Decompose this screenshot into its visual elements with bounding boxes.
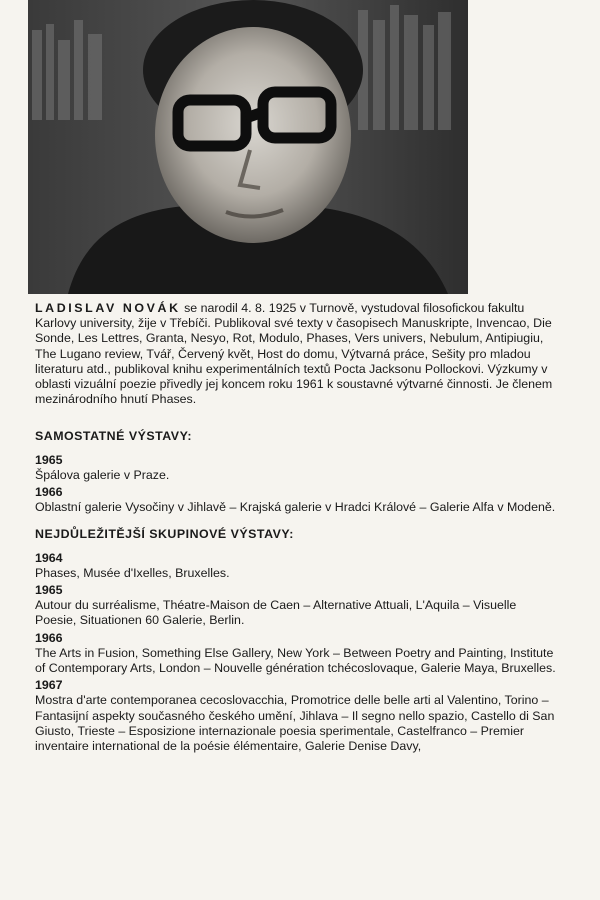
exhibition-year: 1966 xyxy=(35,630,63,645)
exhibition-text: The Arts in Fusion, Something Else Gallery, New York – Between Poetry and Painting, Institute of Contemporary Arts, London – Nouvelle génération tchécoslovaque, Galerie Maya, Bruxelles. xyxy=(35,645,556,676)
portrait-icon xyxy=(28,0,468,294)
portrait-photo xyxy=(28,0,468,294)
exhibition-entry xyxy=(35,485,557,515)
exhibition-year: 1966 xyxy=(35,485,63,500)
exhibition-entry xyxy=(35,583,557,629)
artist-name: LADISLAV NOVÁK xyxy=(35,301,181,315)
exhibition-text: Autour du surréalisme, Théatre-Maison de Caen – Alternative Attuali, L'Aquila – Visuelle Poesie, Situationen 60 Galerie, Berlin. xyxy=(35,598,517,628)
text-column xyxy=(35,301,557,766)
exhibition-entry xyxy=(35,551,557,581)
exhibition-entry xyxy=(35,453,557,483)
biography-text: se narodil 4. 8. 1925 v Turnově, vystudoval filosofickou fakultu Karlovy university, žije v Třebíči. Publikoval své texty v časopisech Manuskripte, Invencao, Die Sonde, Les Lettres, Granta, Nesyo, Rot, Modulo, Phases, Vers univers, Nebulum, Antipiugiu, The Lugano review, Tvář, Červený květ, Host do domu, Výtvarná práce, Sešity pro mladou literaturu atd., publikoval knihu experimentálních textů Pocta Jacksonu Pollockovi. Výzkumy v oblasti vizuální poezie přivedly jej koncem roku 1961 k soustavné výtvarné činnosti. Je členem mezinárodního hnutí Phases. xyxy=(35,301,553,407)
biography xyxy=(35,301,557,407)
exhibition-year: 1967 xyxy=(35,678,63,693)
exhibition-year: 1965 xyxy=(35,583,63,598)
exhibition-text: Špálova galerie v Praze. xyxy=(35,467,170,482)
exhibition-text: Mostra d'arte contemporanea cecoslovacchia, Promotrice delle belle arti al Valentino, Torino – Fantasijní aspekty současného českého umění, Jihlava – Il segno nello spazio, Castello di San Giusto, Trieste – Esposizione internazionale poesia sperimentale, Castelfranco – Premier inventaire international de la poésie élémentaire, Galerie Denise Davy, xyxy=(35,693,555,754)
exhibition-text: Phases, Musée d'Ixelles, Bruxelles. xyxy=(35,565,230,580)
solo-exhibitions-heading: SAMOSTATNÉ VÝSTAVY: xyxy=(35,429,193,444)
exhibition-entry xyxy=(35,678,557,754)
exhibition-entry xyxy=(35,631,557,677)
group-exhibitions-heading: NEJDŮLEŽITĚJŠÍ SKUPINOVÉ VÝSTAVY: xyxy=(35,527,294,542)
exhibition-year: 1964 xyxy=(35,550,63,565)
exhibition-text: Oblastní galerie Vysočiny v Jihlavě – Krajská galerie v Hradci Králové – Galerie Alfa v Modeně. xyxy=(35,500,556,515)
exhibition-year: 1965 xyxy=(35,452,63,467)
solo-exhibitions xyxy=(35,429,557,515)
group-exhibitions xyxy=(35,527,557,754)
